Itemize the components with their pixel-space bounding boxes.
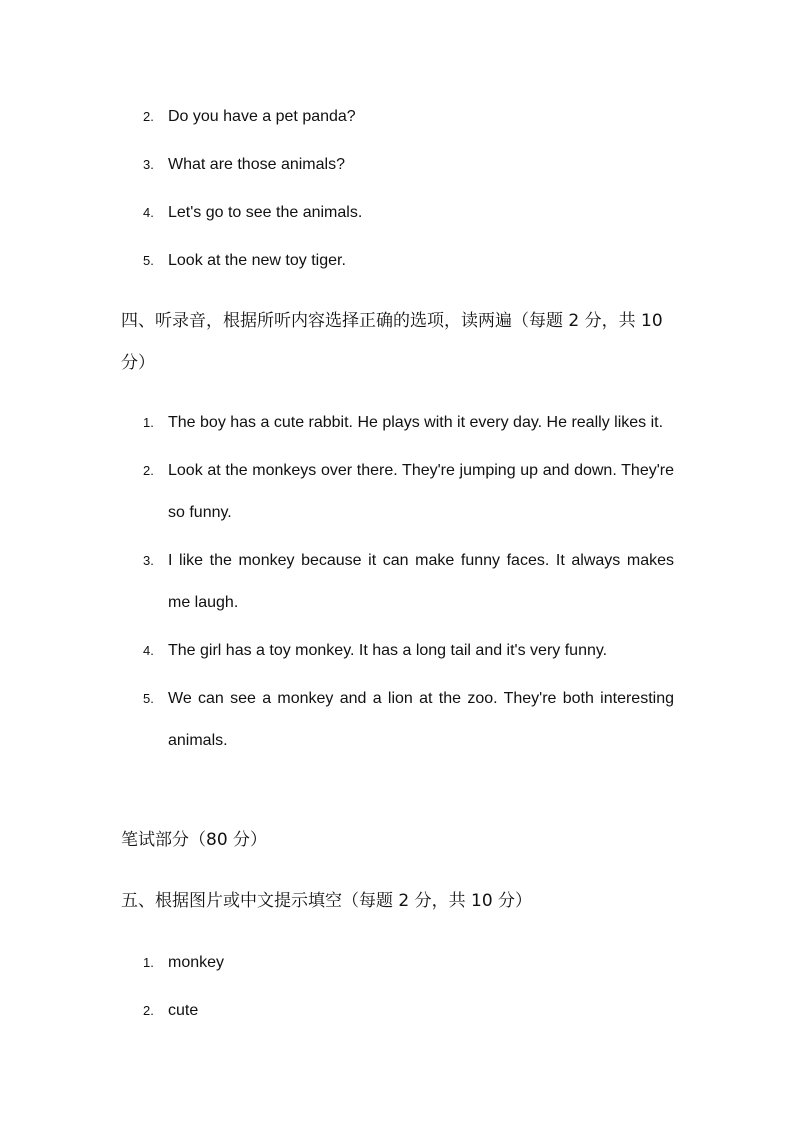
item-number: 4. [143,205,154,220]
section4-heading: 四、听录音，根据所听内容选择正确的选项，读两遍（每题 2 分，共 10 分） [121,311,663,373]
item-text: The boy has a cute rabbit. He plays with it every day. He really likes it. [168,414,664,431]
item-text: I like the monkey because it can make funny faces. It always makes me laugh. [168,552,674,611]
item-text: Look at the new toy tiger. [168,252,346,269]
item-text: Do you have a pet panda? [168,108,356,125]
item-text: Let's go to see the animals. [168,204,363,221]
item-number: 3. [143,553,154,568]
item-text: The girl has a toy monkey. It has a long tail and it's very funny. [168,642,608,659]
list-item [0,678,674,762]
list-item [0,192,674,234]
section5-heading: 五、根据图片或中文提示填空（每题 2 分，共 10 分） [121,891,533,911]
list-item [0,450,674,534]
item-number: 5. [143,691,154,706]
list-item [0,144,674,186]
list-item [0,942,674,984]
item-text: cute [168,1002,199,1019]
item-text: What are those animals? [168,156,345,173]
item-number: 3. [143,157,154,172]
item-text: Look at the monkeys over there. They're jumping up and down. They're so funny. [168,462,674,521]
list-item [0,96,674,138]
item-number: 2. [143,463,154,478]
list-item [0,402,674,444]
section4-list [0,402,794,762]
item-number: 1. [143,955,154,970]
written-part-heading: 笔试部分（80 分） [121,830,268,850]
item-number: 5. [143,253,154,268]
item-number: 1. [143,415,154,430]
item-text: We can see a monkey and a lion at the zoo. They're both interesting animals. [168,690,674,749]
item-number: 4. [143,643,154,658]
item-number: 2. [143,1003,154,1018]
list-item [0,540,674,624]
list-item [0,990,674,1032]
list-item [0,240,674,282]
item-number: 2. [143,109,154,124]
item-text: monkey [168,954,225,971]
list-item [0,630,674,672]
section5-list [0,942,794,1032]
section3-list [0,96,794,282]
